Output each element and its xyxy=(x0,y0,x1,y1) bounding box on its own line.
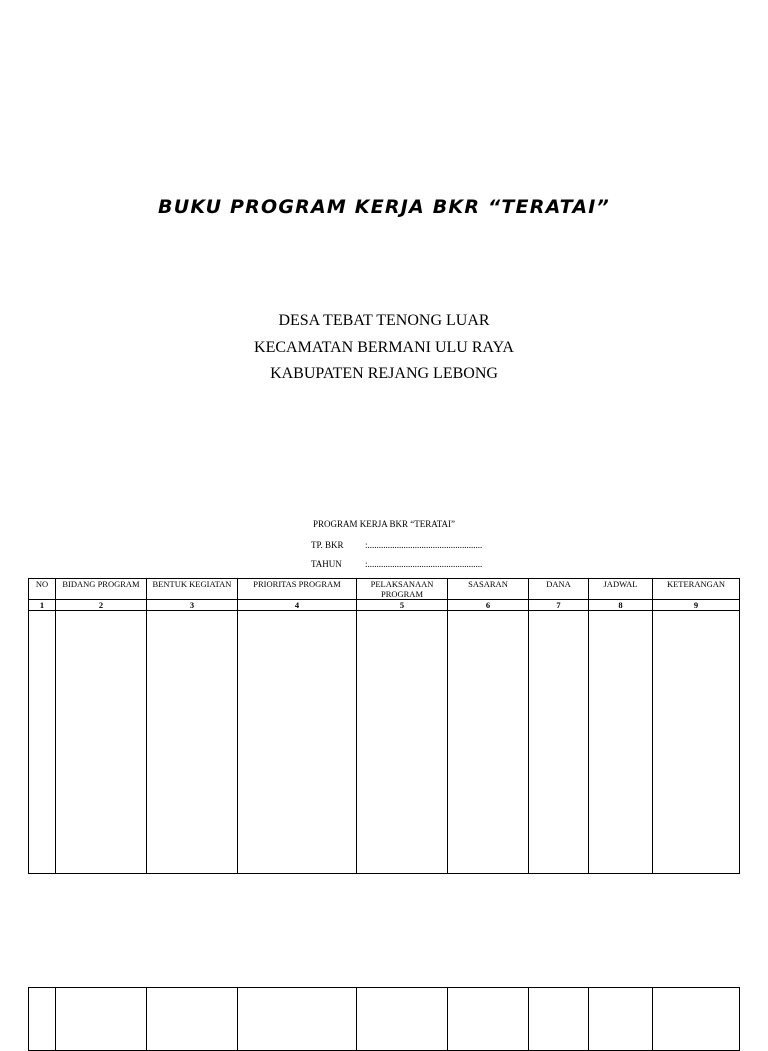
program-header xyxy=(0,519,768,529)
continued-table xyxy=(28,987,740,1051)
col-number: 7 xyxy=(529,600,589,611)
empty-cell xyxy=(357,611,448,874)
col-number: 5 xyxy=(357,600,448,611)
empty-cell xyxy=(29,611,56,874)
column-number-row xyxy=(29,600,740,611)
col-number: 8 xyxy=(589,600,653,611)
program-title: PROGRAM KERJA BKR “TERATAI” xyxy=(312,519,456,529)
empty-cell xyxy=(56,611,147,874)
table-header-row xyxy=(29,579,740,600)
address-block xyxy=(0,308,768,388)
village-line: DESA TEBAT TENONG LUAR xyxy=(278,312,490,329)
col-header: PRIORITAS PROGRAM xyxy=(238,579,357,600)
col-header: DANA xyxy=(529,579,589,600)
empty-cell xyxy=(448,988,529,1051)
field-label: TAHUN xyxy=(311,559,342,569)
table-body-row xyxy=(29,611,740,874)
field-value: :................................................... xyxy=(365,540,483,550)
empty-cell xyxy=(238,611,357,874)
col-number: 6 xyxy=(448,600,529,611)
regency-line: KABUPATEN REJANG LEBONG xyxy=(270,365,498,382)
empty-cell xyxy=(56,988,147,1051)
col-number: 3 xyxy=(147,600,238,611)
empty-cell xyxy=(653,988,740,1051)
empty-cell xyxy=(147,988,238,1051)
empty-cell xyxy=(653,611,740,874)
empty-cell xyxy=(448,611,529,874)
col-header: BIDANG PROGRAM xyxy=(56,579,147,600)
program-table xyxy=(28,578,740,874)
table-body-row xyxy=(29,988,740,1051)
empty-cell xyxy=(589,988,653,1051)
col-number: 2 xyxy=(56,600,147,611)
empty-cell xyxy=(357,988,448,1051)
empty-cell xyxy=(529,611,589,874)
col-header: JADWAL xyxy=(589,579,653,600)
empty-cell xyxy=(29,988,56,1051)
col-header: NO xyxy=(29,579,56,600)
empty-cell xyxy=(238,988,357,1051)
col-header: KETERANGAN xyxy=(653,579,740,600)
col-number: 4 xyxy=(238,600,357,611)
field-tahun xyxy=(311,559,482,569)
empty-cell xyxy=(589,611,653,874)
field-label: TP. BKR xyxy=(311,540,344,550)
field-value: :................................................... xyxy=(365,559,483,569)
empty-cell xyxy=(529,988,589,1051)
col-header: PELAKSANAAN PROGRAM xyxy=(357,579,448,600)
col-header: SASARAN xyxy=(448,579,529,600)
document-title: BUKU PROGRAM KERJA BKR “TERATAI” xyxy=(158,196,610,218)
empty-cell xyxy=(147,611,238,874)
district-line: KECAMATAN BERMANI ULU RAYA xyxy=(254,338,514,356)
col-number: 1 xyxy=(29,600,56,611)
col-number: 9 xyxy=(653,600,740,611)
field-tp-bkr xyxy=(311,540,482,550)
col-header: BENTUK KEGIATAN xyxy=(147,579,238,600)
